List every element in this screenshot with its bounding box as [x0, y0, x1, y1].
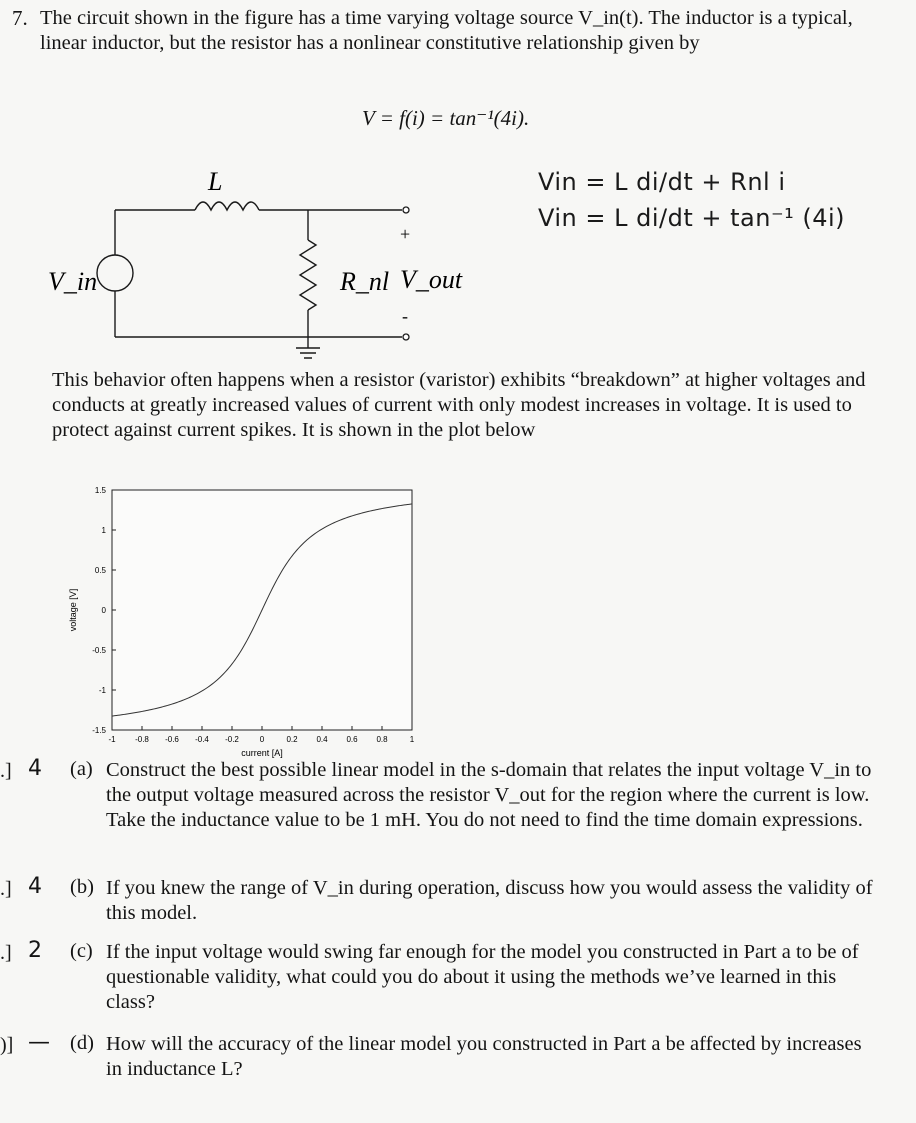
- voltage-current-plot: [50, 478, 430, 778]
- problem-intro: The circuit shown in the figure has a time varying voltage source V_in(t). The inductor is a typical, linear inductor, but the resistor has a nonlinear constitutive relationship given by: [40, 7, 853, 54]
- y-axis-label: voltage [V]: [68, 588, 78, 632]
- voltage-source-symbol: [97, 255, 133, 291]
- x-tick-label: 0.4: [316, 735, 328, 744]
- constitutive-equation: V = f(i) = tan⁻¹(4i).: [362, 106, 530, 130]
- output-terminal-top: [403, 207, 409, 213]
- handwritten-score: 2: [28, 938, 42, 963]
- inductor-label: L: [208, 167, 223, 196]
- part-label: (a): [70, 758, 93, 780]
- part-points-bracket: .]: [0, 942, 12, 964]
- part-text: If you knew the range of V_in during operation, discuss how you would assess the validity of this model.: [106, 877, 873, 924]
- y-tick-label: -0.5: [92, 646, 106, 655]
- minus-sign: -: [402, 306, 408, 326]
- x-tick-label: 0.2: [286, 735, 298, 744]
- part-text: Construct the best possible linear model in the s-domain that relates the input voltage V_in to the output voltage measured across the resistor V_out for the region where the current is low. Take the inductance value to be 1 mH. You do not need to find the time domain expressions.: [106, 759, 872, 831]
- circuit-diagram: [40, 160, 470, 360]
- x-tick-label: 0.8: [376, 735, 388, 744]
- y-tick-label: 1.5: [94, 486, 106, 495]
- x-tick-label: 1: [409, 735, 415, 744]
- x-tick-label: -0.2: [225, 735, 239, 744]
- behavior-paragraph: This behavior often happens when a resistor (varistor) exhibits “breakdown” at higher voltages and conducts at greatly increased values of current with only modest increases in voltage. It is used to protect against current spikes. It is shown in the plot below: [52, 369, 866, 441]
- ground-symbol: [296, 348, 320, 358]
- x-tick-label: -0.8: [135, 735, 149, 744]
- resistor-symbol: [300, 240, 316, 310]
- part-text: If the input voltage would swing far enough for the model you constructed in Part a to be of questionable validity, what could you do about it using the methods we’ve learned in this class?: [106, 941, 859, 1013]
- part-points-bracket: .]: [0, 760, 12, 782]
- part-label: (d): [70, 1032, 94, 1054]
- part-text: How will the accuracy of the linear model you constructed in Part a be affected by increases in inductance L?: [106, 1033, 862, 1080]
- y-tick-label: -1.5: [92, 726, 106, 735]
- x-tick-label: 0: [259, 735, 265, 744]
- output-label: V_out: [400, 265, 463, 294]
- source-label: V_in: [48, 267, 98, 296]
- inductor-symbol: [195, 202, 259, 210]
- y-tick-label: 0: [101, 606, 106, 615]
- y-tick-label: 0.5: [94, 566, 106, 575]
- x-tick-label: -1: [108, 735, 116, 744]
- output-terminal-bottom: [403, 334, 409, 340]
- part-points-bracket: .]: [0, 878, 12, 900]
- handwritten-score: 4: [28, 756, 42, 781]
- y-tick-label: -1: [98, 686, 106, 695]
- x-tick-label: -0.6: [165, 735, 179, 744]
- x-tick-label: 0.6: [346, 735, 358, 744]
- part-points-bracket: )]: [0, 1034, 14, 1056]
- handwritten-line-1: Vin = L di/dt + Rnl i: [538, 168, 786, 196]
- handwritten-score: —: [28, 1030, 50, 1055]
- problem-number: 7.: [12, 6, 28, 30]
- part-label: (c): [70, 940, 93, 962]
- plus-sign: +: [400, 224, 411, 244]
- x-axis-label: current [A]: [241, 748, 283, 758]
- x-tick-label: -0.4: [195, 735, 209, 744]
- part-label: (b): [70, 876, 94, 898]
- handwritten-line-2: Vin = L di/dt + tan⁻¹ (4i): [538, 204, 846, 232]
- resistor-label: R_nl: [340, 267, 390, 296]
- y-tick-label: 1: [101, 526, 106, 535]
- handwritten-score: 4: [28, 874, 42, 899]
